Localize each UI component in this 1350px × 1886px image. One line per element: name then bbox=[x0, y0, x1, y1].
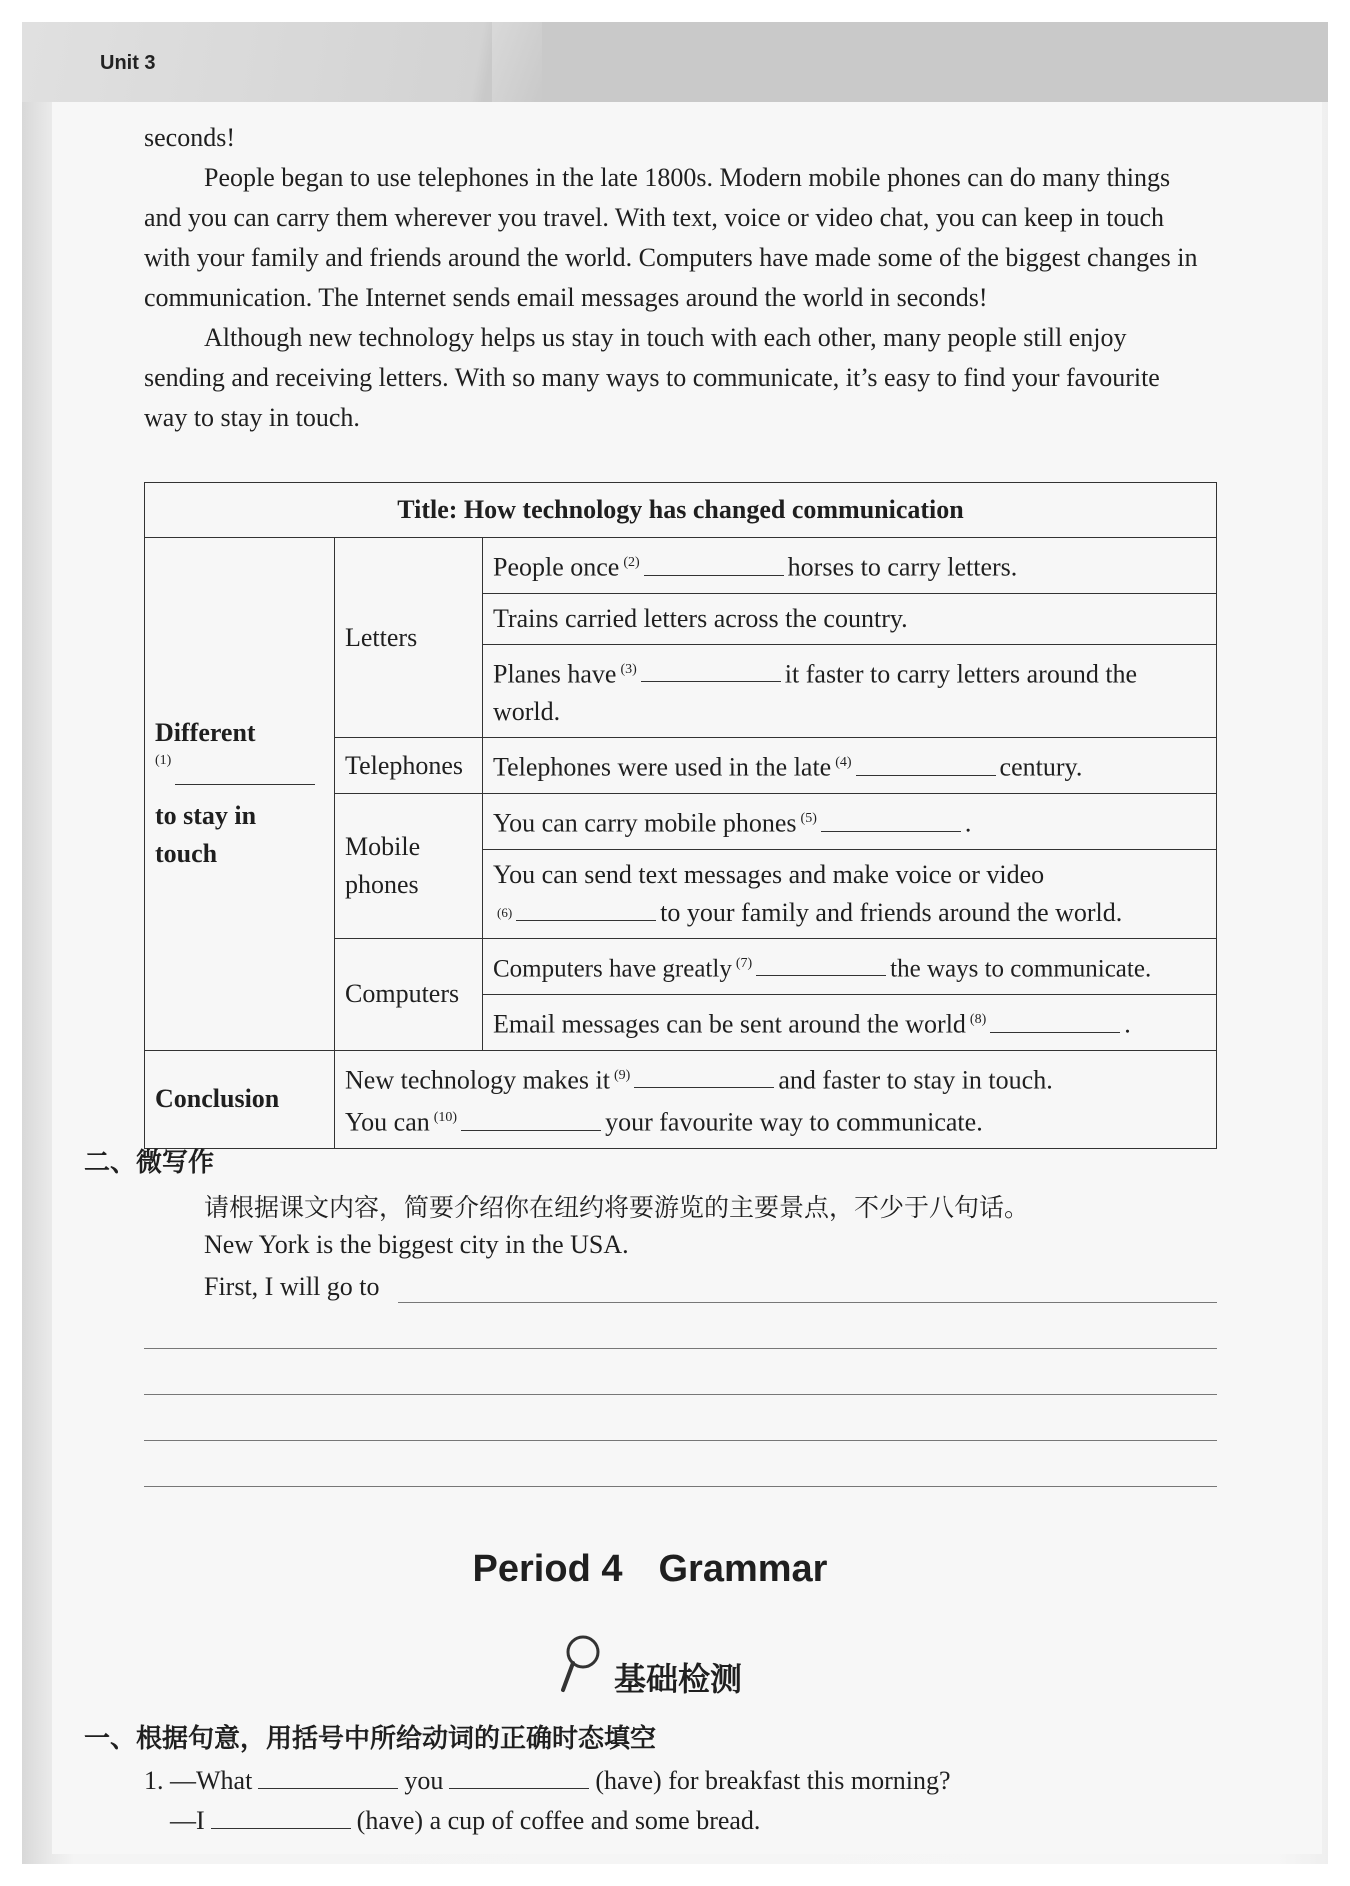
writing-section-title: 二、微写作 bbox=[84, 1148, 215, 1178]
table-title: Title: How technology has changed communication bbox=[145, 483, 1217, 538]
row-mobile-label: Mobile phones bbox=[335, 793, 483, 938]
blank-9[interactable] bbox=[634, 1065, 774, 1088]
row-letters-label: Letters bbox=[335, 538, 483, 738]
text: . bbox=[964, 808, 972, 838]
text: You can carry mobile phones bbox=[493, 808, 797, 838]
text: it faster to carry letters around the world. bbox=[493, 659, 1138, 727]
blank-number: (8) bbox=[969, 1011, 987, 1027]
header-band bbox=[22, 22, 1328, 102]
blank-number: (10) bbox=[433, 1110, 458, 1126]
row-computers-label: Computers bbox=[335, 938, 483, 1050]
unit-label: Unit 3 bbox=[100, 52, 156, 74]
text: (have) a cup of coffee and some bread. bbox=[356, 1806, 761, 1835]
telephones-row bbox=[483, 738, 1217, 794]
check-title: 基础检测 bbox=[614, 1660, 743, 1698]
blank-8[interactable] bbox=[990, 1010, 1120, 1033]
left-label-num: (1) bbox=[155, 753, 172, 769]
text: Telephones were used in the late bbox=[493, 752, 832, 782]
text: Computers have greatly bbox=[493, 954, 732, 982]
text: century. bbox=[999, 752, 1083, 782]
text: and faster to stay in touch. bbox=[778, 1065, 1053, 1095]
writing-answer-line[interactable] bbox=[144, 1394, 1217, 1395]
passage bbox=[144, 118, 1204, 438]
blank-7[interactable] bbox=[756, 953, 886, 976]
writing-answer-line[interactable] bbox=[144, 1486, 1217, 1487]
passage-line0: seconds! bbox=[144, 123, 235, 152]
period-title bbox=[0, 1548, 1300, 1591]
computers-row-2 bbox=[483, 994, 1217, 1050]
writing-line-2: First, I will go to bbox=[204, 1272, 380, 1301]
blank-6[interactable] bbox=[516, 898, 656, 921]
text: Email messages can be sent around the world bbox=[493, 1009, 966, 1039]
writing-line-1: New York is the biggest city in the USA. bbox=[204, 1230, 629, 1259]
passage-para2: Although new technology helps us stay in touch with each other, many people still enjoy sending and receiving letters. With so many ways to communicate, it’s easy to find your favourite way to stay in touch. bbox=[144, 323, 1160, 432]
left-label-line3: touch bbox=[155, 839, 218, 869]
blank-number: (7) bbox=[735, 955, 753, 971]
text: People once bbox=[493, 552, 620, 582]
blank-2[interactable] bbox=[644, 553, 784, 576]
letters-row-1 bbox=[483, 538, 1217, 594]
row-telephones-label: Telephones bbox=[335, 738, 483, 794]
writing-answer-line[interactable] bbox=[398, 1302, 1217, 1303]
text: 1. —What bbox=[144, 1766, 253, 1795]
conclusion-label: Conclusion bbox=[145, 1050, 335, 1148]
blank-number: (2) bbox=[623, 555, 640, 570]
conclusion-cell bbox=[335, 1050, 1217, 1148]
left-label-line2: to stay in bbox=[155, 801, 257, 831]
question-1-response bbox=[170, 1806, 760, 1836]
text: your favourite way to communicate. bbox=[605, 1107, 983, 1137]
blank-1[interactable] bbox=[175, 770, 315, 785]
writing-instruction: 请根据课文内容，简要介绍你在纽约将要游览的主要景点，不少于八句话。 bbox=[204, 1193, 1030, 1222]
blank-number: (9) bbox=[614, 1067, 631, 1083]
letters-row-3 bbox=[483, 644, 1217, 738]
text: (have) for breakfast this morning? bbox=[595, 1766, 951, 1795]
text: Planes have bbox=[493, 659, 617, 689]
left-label-cell bbox=[145, 538, 335, 1051]
letters-row-2: Trains carried letters across the country. bbox=[483, 593, 1217, 644]
text: —I bbox=[170, 1806, 205, 1835]
computers-row-1 bbox=[483, 938, 1217, 994]
text: you bbox=[404, 1766, 444, 1795]
summary-table bbox=[144, 482, 1217, 1149]
conclusion-line-2 bbox=[345, 1099, 1206, 1142]
blank-number: (6) bbox=[497, 904, 513, 920]
mobile-row-1 bbox=[483, 793, 1217, 849]
magnifier-icon bbox=[555, 1632, 603, 1699]
text: You can send text messages and make voice or video bbox=[493, 859, 1045, 889]
text: horses to carry letters. bbox=[787, 552, 1018, 582]
exercise-section-title: 一、根据句意，用括号中所给动词的正确时态填空 bbox=[84, 1724, 657, 1754]
blank-10[interactable] bbox=[461, 1108, 601, 1131]
conclusion-line-1 bbox=[345, 1057, 1206, 1100]
blank-4[interactable] bbox=[856, 753, 996, 776]
writing-answer-line[interactable] bbox=[144, 1440, 1217, 1441]
text: to your family and friends around the world. bbox=[660, 897, 1123, 927]
period-label: Period 4 bbox=[472, 1548, 623, 1590]
writing-answer-line[interactable] bbox=[144, 1348, 1217, 1349]
question-1 bbox=[144, 1766, 951, 1796]
blank-number: (3) bbox=[620, 661, 637, 677]
text: New technology makes it bbox=[345, 1065, 610, 1095]
answer-blank[interactable] bbox=[449, 1766, 589, 1789]
period-topic: Grammar bbox=[658, 1548, 828, 1590]
passage-para1: People began to use telephones in the late 1800s. Modern mobile phones can do many things and you can carry them wherever you travel. With text, voice or video chat, you can keep in touch with your family and friends around the world. Computers have made some of the biggest changes in communication. The Internet sends email messages around the world in seconds! bbox=[144, 163, 1198, 312]
blank-5[interactable] bbox=[821, 809, 961, 832]
answer-blank[interactable] bbox=[211, 1806, 351, 1829]
text: the ways to communicate. bbox=[890, 954, 1152, 982]
blank-3[interactable] bbox=[641, 659, 781, 682]
left-label-line1: Different bbox=[155, 718, 256, 748]
text: You can bbox=[345, 1107, 430, 1137]
text: . bbox=[1124, 1009, 1131, 1039]
blank-number: (5) bbox=[800, 810, 817, 826]
answer-blank[interactable] bbox=[258, 1766, 398, 1789]
mobile-row-2 bbox=[483, 849, 1217, 938]
blank-number: (4) bbox=[835, 755, 852, 771]
